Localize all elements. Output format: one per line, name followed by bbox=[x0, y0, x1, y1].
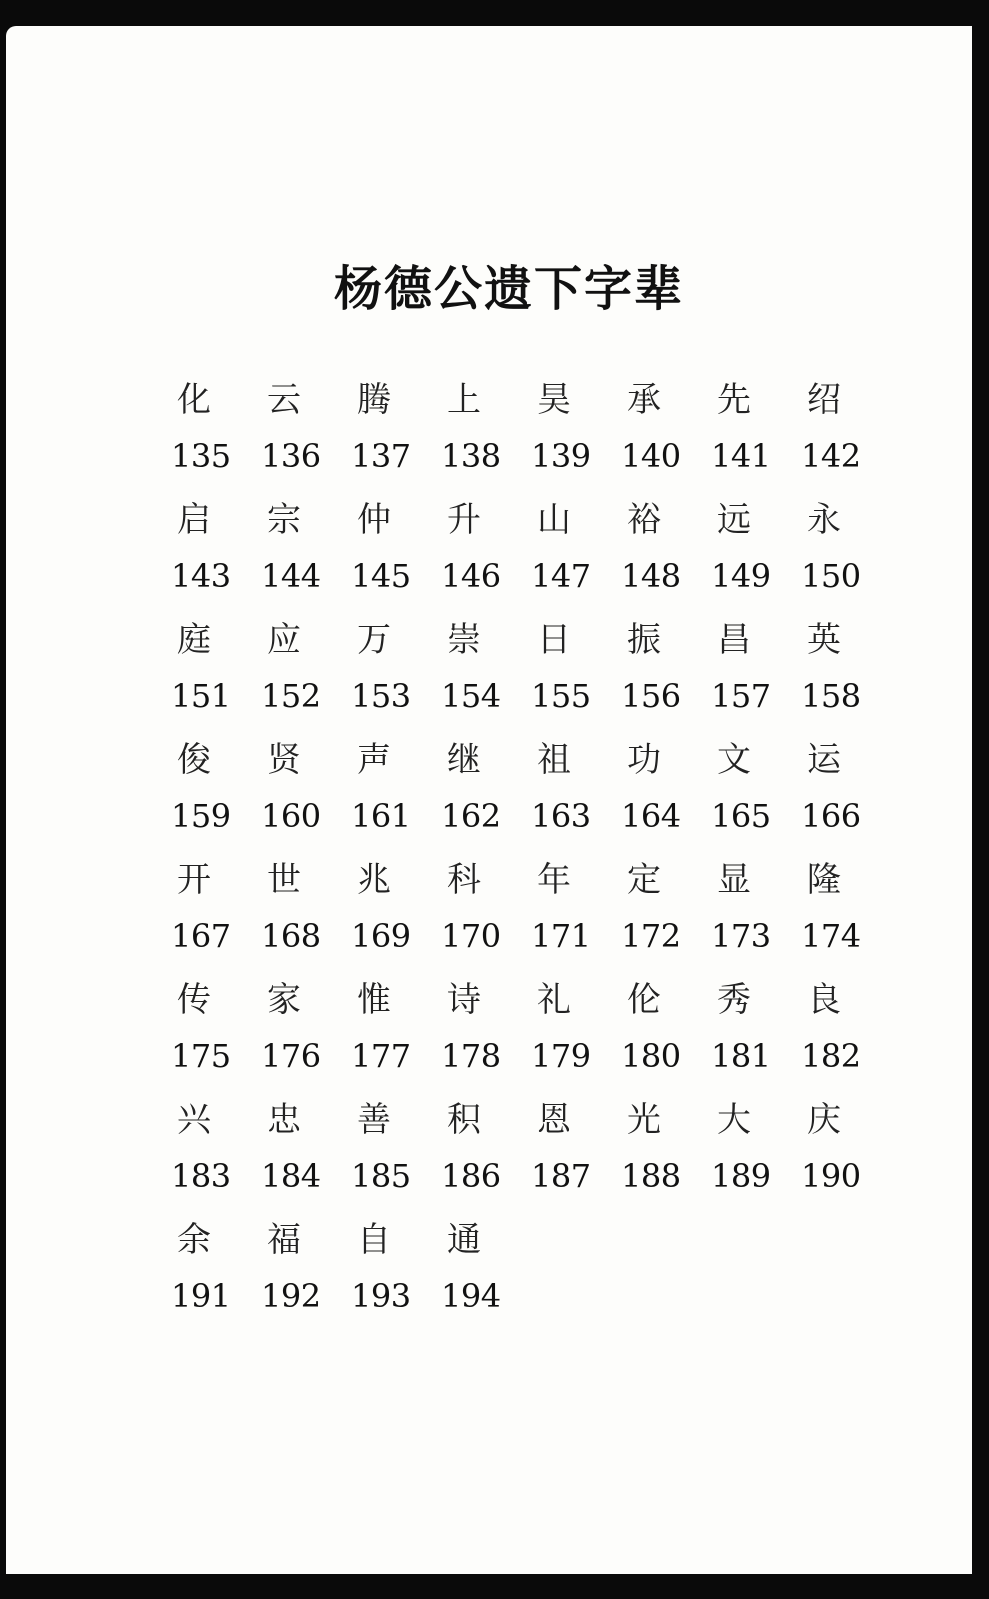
generation-number: 167 bbox=[171, 917, 231, 955]
generation-number: 163 bbox=[531, 797, 591, 835]
generation-char: 仲 bbox=[357, 499, 391, 540]
generation-char: 运 bbox=[807, 739, 841, 780]
generation-number: 146 bbox=[441, 557, 501, 595]
generation-number: 186 bbox=[441, 1157, 501, 1195]
char-row bbox=[171, 966, 891, 1026]
generation-char: 昌 bbox=[717, 619, 751, 660]
generation-char: 世 bbox=[267, 859, 301, 900]
generation-number: 179 bbox=[531, 1037, 591, 1075]
generation-number: 172 bbox=[621, 917, 681, 955]
generation-number: 145 bbox=[351, 557, 411, 595]
generation-number: 160 bbox=[261, 797, 321, 835]
generation-char: 年 bbox=[537, 859, 571, 900]
generation-char: 通 bbox=[447, 1219, 481, 1260]
char-row bbox=[171, 486, 891, 546]
generation-char: 庆 bbox=[807, 1099, 841, 1140]
generation-char: 庭 bbox=[177, 619, 211, 660]
generation-number: 144 bbox=[261, 557, 321, 595]
number-row bbox=[171, 786, 891, 846]
generation-number: 155 bbox=[531, 677, 591, 715]
generation-char: 显 bbox=[717, 859, 751, 900]
generation-number: 190 bbox=[801, 1157, 861, 1195]
generation-char: 功 bbox=[627, 739, 661, 780]
char-row bbox=[171, 726, 891, 786]
char-row bbox=[171, 606, 891, 666]
generation-char: 昊 bbox=[537, 379, 571, 420]
generation-number: 142 bbox=[801, 437, 861, 475]
generation-number: 164 bbox=[621, 797, 681, 835]
generation-number: 148 bbox=[621, 557, 681, 595]
generation-number: 170 bbox=[441, 917, 501, 955]
generation-number: 154 bbox=[441, 677, 501, 715]
scan-border bbox=[975, 0, 989, 1599]
generation-number: 192 bbox=[261, 1277, 321, 1315]
generation-number: 173 bbox=[711, 917, 771, 955]
generation-number: 181 bbox=[711, 1037, 771, 1075]
page-title: 杨德公遗下字辈 bbox=[333, 261, 684, 317]
number-row bbox=[171, 1026, 891, 1086]
generation-number: 135 bbox=[171, 437, 231, 475]
generation-char: 上 bbox=[447, 379, 481, 420]
generation-char: 继 bbox=[447, 739, 481, 780]
generation-number: 158 bbox=[801, 677, 861, 715]
generation-number: 178 bbox=[441, 1037, 501, 1075]
generation-char: 绍 bbox=[807, 379, 841, 420]
generation-number: 177 bbox=[351, 1037, 411, 1075]
generation-number: 141 bbox=[711, 437, 771, 475]
generation-char: 传 bbox=[177, 979, 211, 1020]
generation-char: 升 bbox=[447, 499, 481, 540]
generation-char: 余 bbox=[177, 1219, 211, 1260]
generation-number: 182 bbox=[801, 1037, 861, 1075]
generation-char: 裕 bbox=[627, 499, 661, 540]
generation-number: 171 bbox=[531, 917, 591, 955]
generation-char: 定 bbox=[627, 859, 661, 900]
generation-number: 185 bbox=[351, 1157, 411, 1195]
number-row bbox=[171, 546, 891, 606]
generation-char: 万 bbox=[357, 619, 391, 660]
generation-number: 138 bbox=[441, 437, 501, 475]
generation-char: 家 bbox=[267, 979, 301, 1020]
generation-number: 166 bbox=[801, 797, 861, 835]
generation-char: 云 bbox=[267, 379, 301, 420]
generation-char: 腾 bbox=[357, 379, 391, 420]
generation-char: 文 bbox=[717, 739, 751, 780]
generation-number: 161 bbox=[351, 797, 411, 835]
generation-char: 秀 bbox=[717, 979, 751, 1020]
generation-number: 150 bbox=[801, 557, 861, 595]
generation-char: 伦 bbox=[627, 979, 661, 1020]
char-row bbox=[171, 846, 891, 906]
generation-number: 152 bbox=[261, 677, 321, 715]
number-row bbox=[171, 1266, 891, 1326]
char-row bbox=[171, 366, 891, 426]
generation-number: 184 bbox=[261, 1157, 321, 1195]
generation-number: 159 bbox=[171, 797, 231, 835]
generation-number: 174 bbox=[801, 917, 861, 955]
generation-number: 188 bbox=[621, 1157, 681, 1195]
generation-char: 开 bbox=[177, 859, 211, 900]
generation-char: 惟 bbox=[357, 979, 391, 1020]
generation-number: 193 bbox=[351, 1277, 411, 1315]
generation-number: 176 bbox=[261, 1037, 321, 1075]
generation-char: 礼 bbox=[537, 979, 571, 1020]
generation-name-grid bbox=[171, 366, 891, 1326]
generation-char: 福 bbox=[267, 1219, 301, 1260]
generation-number: 180 bbox=[621, 1037, 681, 1075]
generation-number: 189 bbox=[711, 1157, 771, 1195]
number-row bbox=[171, 666, 891, 726]
generation-char: 忠 bbox=[267, 1099, 301, 1140]
generation-char: 善 bbox=[357, 1099, 391, 1140]
generation-char: 远 bbox=[717, 499, 751, 540]
generation-char: 光 bbox=[627, 1099, 661, 1140]
generation-char: 日 bbox=[537, 619, 571, 660]
generation-number: 139 bbox=[531, 437, 591, 475]
generation-char: 永 bbox=[807, 499, 841, 540]
generation-char: 诗 bbox=[447, 979, 481, 1020]
generation-number: 175 bbox=[171, 1037, 231, 1075]
generation-char: 化 bbox=[177, 379, 211, 420]
generation-number: 151 bbox=[171, 677, 231, 715]
generation-char: 英 bbox=[807, 619, 841, 660]
generation-char: 科 bbox=[447, 859, 481, 900]
generation-char: 隆 bbox=[807, 859, 841, 900]
generation-number: 156 bbox=[621, 677, 681, 715]
generation-char: 兆 bbox=[357, 859, 391, 900]
generation-number: 168 bbox=[261, 917, 321, 955]
generation-number: 169 bbox=[351, 917, 411, 955]
number-row bbox=[171, 1146, 891, 1206]
generation-char: 启 bbox=[177, 499, 211, 540]
generation-char: 崇 bbox=[447, 619, 481, 660]
generation-char: 恩 bbox=[537, 1099, 571, 1140]
generation-number: 183 bbox=[171, 1157, 231, 1195]
number-row bbox=[171, 426, 891, 486]
generation-number: 143 bbox=[171, 557, 231, 595]
char-row bbox=[171, 1206, 891, 1266]
generation-number: 136 bbox=[261, 437, 321, 475]
generation-number: 162 bbox=[441, 797, 501, 835]
generation-char: 俊 bbox=[177, 739, 211, 780]
generation-number: 137 bbox=[351, 437, 411, 475]
generation-char: 振 bbox=[627, 619, 661, 660]
generation-number: 187 bbox=[531, 1157, 591, 1195]
generation-char: 大 bbox=[717, 1099, 751, 1140]
generation-char: 声 bbox=[357, 739, 391, 780]
document-page bbox=[6, 26, 972, 1574]
generation-number: 165 bbox=[711, 797, 771, 835]
generation-number: 140 bbox=[621, 437, 681, 475]
number-row bbox=[171, 906, 891, 966]
generation-char: 先 bbox=[717, 379, 751, 420]
generation-char: 兴 bbox=[177, 1099, 211, 1140]
generation-char: 祖 bbox=[537, 739, 571, 780]
generation-number: 147 bbox=[531, 557, 591, 595]
generation-number: 191 bbox=[171, 1277, 231, 1315]
generation-char: 贤 bbox=[267, 739, 301, 780]
generation-char: 应 bbox=[267, 619, 301, 660]
generation-number: 149 bbox=[711, 557, 771, 595]
generation-char: 积 bbox=[447, 1099, 481, 1140]
generation-number: 153 bbox=[351, 677, 411, 715]
generation-number: 157 bbox=[711, 677, 771, 715]
generation-char: 承 bbox=[627, 379, 661, 420]
generation-char: 山 bbox=[537, 499, 571, 540]
generation-char: 宗 bbox=[267, 499, 301, 540]
char-row bbox=[171, 1086, 891, 1146]
generation-number: 194 bbox=[441, 1277, 501, 1315]
generation-char: 自 bbox=[357, 1219, 391, 1260]
generation-char: 良 bbox=[807, 979, 841, 1020]
